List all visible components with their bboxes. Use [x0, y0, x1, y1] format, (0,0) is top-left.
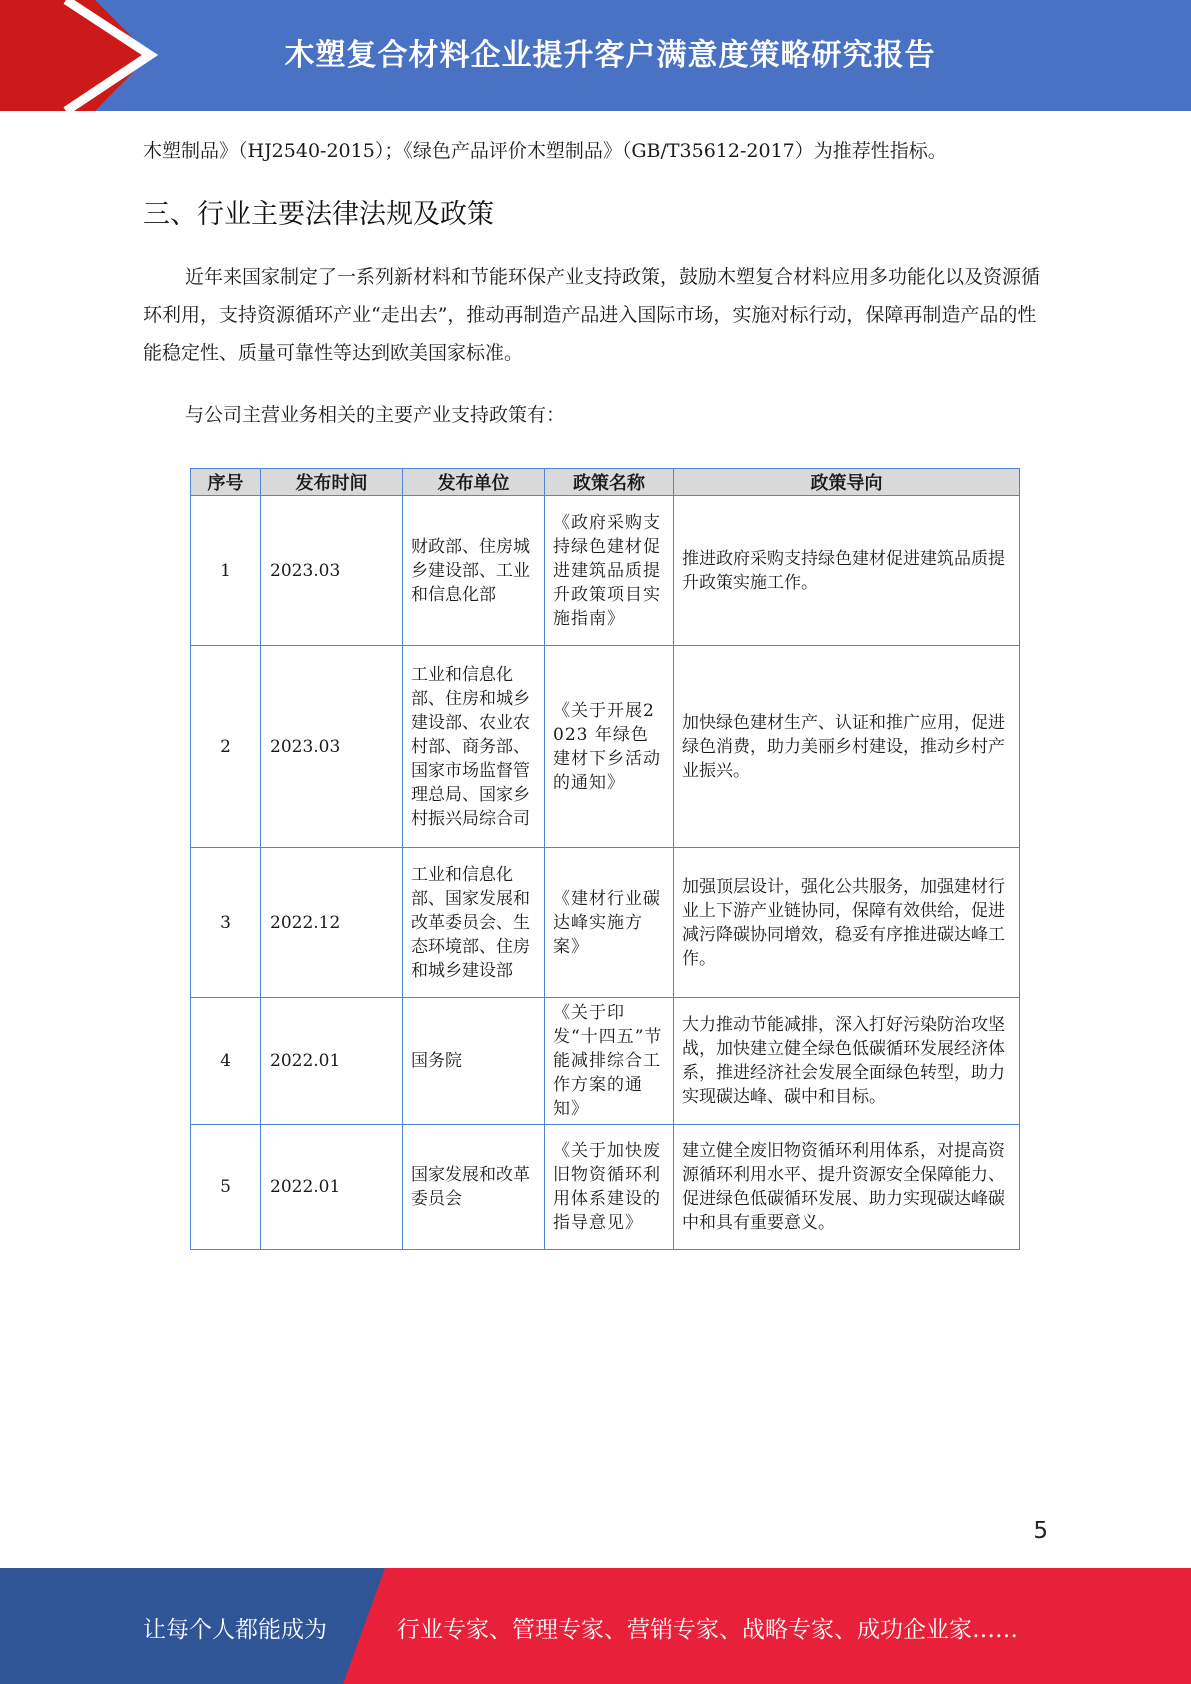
cell-index: 1 — [191, 496, 261, 646]
cell-date: 2022.01 — [261, 998, 403, 1125]
page-footer-banner — [0, 1568, 1191, 1684]
cell-issuer: 财政部、住房城乡建设部、工业和信息化部 — [403, 496, 545, 646]
report-title: 木塑复合材料企业提升客户满意度策略研究报告 — [284, 38, 936, 73]
header-policy-name: 政策名称 — [545, 469, 674, 496]
policy-table — [190, 468, 1020, 1250]
cell-policy-direction: 加强顶层设计，强化公共服务，加强建材行业上下游产业链协同，保障有效供给，促进减污降碳协同增效，稳妥有序推进碳达峰工作。 — [674, 848, 1020, 998]
header-issuer: 发布单位 — [403, 469, 545, 496]
footer-slogan-right: 行业专家、管理专家、营销专家、战略专家、成功企业家…… — [397, 1617, 1018, 1643]
cell-policy-direction: 大力推动节能减排，深入打好污染防治攻坚战，加快建立健全绿色低碳循环发展经济体系，推进经济社会发展全面绿色转型，助力实现碳达峰、碳中和目标。 — [674, 998, 1020, 1125]
cell-date: 2023.03 — [261, 496, 403, 646]
cell-policy-name: 《建材行业碳达峰实施方案》 — [545, 848, 674, 998]
cell-policy-direction: 推进政府采购支持绿色建材促进建筑品质提升政策实施工作。 — [674, 496, 1020, 646]
cell-policy-direction: 加快绿色建材生产、认证和推广应用，促进绿色消费，助力美丽乡村建设，推动乡村产业振兴。 — [674, 646, 1020, 848]
table-row — [191, 848, 1020, 998]
header-policy-direction: 政策导向 — [674, 469, 1020, 496]
cell-issuer: 国务院 — [403, 998, 545, 1125]
table-row — [191, 646, 1020, 848]
cell-issuer: 工业和信息化部、住房和城乡建设部、农业农村部、商务部、国家市场监督管理总局、国家乡村振兴局综合司 — [403, 646, 545, 848]
cell-date: 2022.12 — [261, 848, 403, 998]
header-date: 发布时间 — [261, 469, 403, 496]
policy-paragraph: 近年来国家制定了一系列新材料和节能环保产业支持政策，鼓励木塑复合材料应用多功能化以及资源循环利用，支持资源循环产业“走出去”，推动再制造产品进入国际市场，实施对标行动，保障再制造产品的性能稳定性、质量可靠性等达到欧美国家标准。 — [143, 266, 1041, 364]
page-number: 5 — [1033, 1518, 1048, 1544]
table-row — [191, 1125, 1020, 1250]
cell-policy-direction: 建立健全废旧物资循环利用体系，对提高资源循环利用水平、提升资源安全保障能力、促进绿色低碳循环发展、助力实现碳达峰碳中和具有重要意义。 — [674, 1125, 1020, 1250]
cell-index: 4 — [191, 998, 261, 1125]
cell-issuer: 国家发展和改革委员会 — [403, 1125, 545, 1250]
table-intro: 与公司主营业务相关的主要产业支持政策有： — [185, 404, 566, 426]
table-row — [191, 496, 1020, 646]
cell-date: 2023.03 — [261, 646, 403, 848]
cell-index: 3 — [191, 848, 261, 998]
cell-issuer: 工业和信息化部、国家发展和改革委员会、生态环境部、住房和城乡建设部 — [403, 848, 545, 998]
table-header-row — [191, 469, 1020, 496]
cell-policy-name: 《关于印发“十四五”节能减排综合工作方案的通知》 — [545, 998, 674, 1125]
cell-policy-name: 《政府采购支持绿色建材促进建筑品质提升政策项目实施指南》 — [545, 496, 674, 646]
cell-index: 2 — [191, 646, 261, 848]
cell-policy-name: 《关于开展2023 年绿色建材下乡活动的通知》 — [545, 646, 674, 848]
cell-date: 2022.01 — [261, 1125, 403, 1250]
cell-index: 5 — [191, 1125, 261, 1250]
footer-slogan-left: 让每个人都能成为 — [143, 1617, 327, 1643]
table-row — [191, 998, 1020, 1125]
cell-policy-name: 《关于加快废旧物资循环利用体系建设的指导意见》 — [545, 1125, 674, 1250]
page-header-banner — [0, 0, 1191, 111]
intro-line: 木塑制品》（HJ2540-2015）；《绿色产品评价木塑制品》（GB/T35612-2017）为推荐性指标。 — [143, 140, 947, 162]
header-index: 序号 — [191, 469, 261, 496]
section-heading: 三、行业主要法律法规及政策 — [143, 199, 494, 230]
